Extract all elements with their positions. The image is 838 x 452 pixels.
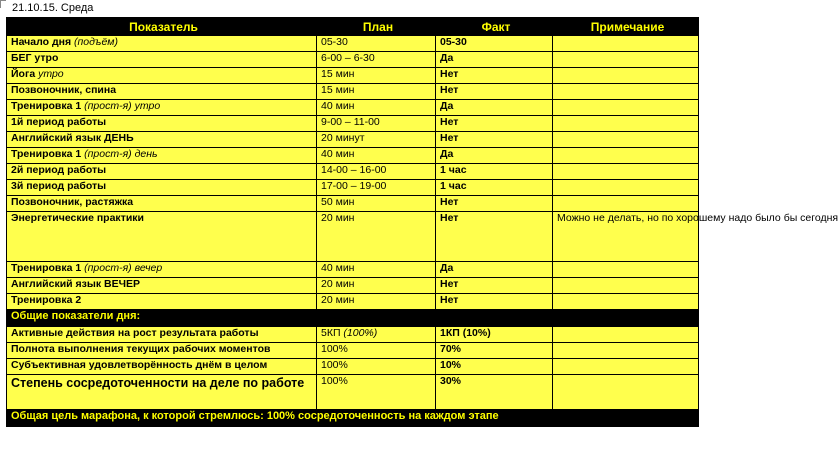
summary-plan: 5КП (100%) <box>317 327 436 343</box>
table-row <box>7 278 699 294</box>
summary-note <box>553 359 699 375</box>
row-indicator: 1й период работы <box>7 116 317 132</box>
table-row <box>7 100 699 116</box>
summary-row <box>7 375 699 410</box>
summary-note <box>553 327 699 343</box>
table-row <box>7 68 699 84</box>
table-row <box>7 212 699 262</box>
row-note <box>553 52 699 68</box>
row-indicator: Английский язык ВЕЧЕР <box>7 278 317 294</box>
row-fact: Нет <box>436 116 553 132</box>
row-fact: Нет <box>436 196 553 212</box>
header-fact: Факт <box>436 18 553 36</box>
row-fact: Да <box>436 100 553 116</box>
row-fact: Нет <box>436 212 553 262</box>
row-note <box>553 278 699 294</box>
row-note <box>553 164 699 180</box>
row-fact: Нет <box>436 294 553 310</box>
row-plan: 50 мин <box>317 196 436 212</box>
section-label: Общие показатели дня: <box>7 310 699 327</box>
row-note <box>553 180 699 196</box>
summary-note <box>553 375 699 410</box>
table-row <box>7 148 699 164</box>
table-row <box>7 262 699 278</box>
row-fact: 1 час <box>436 180 553 196</box>
row-indicator: Тренировка 1 (прост-я) вечер <box>7 262 317 278</box>
table-row <box>7 294 699 310</box>
table-row <box>7 52 699 68</box>
row-note <box>553 36 699 52</box>
row-indicator: Энергетические практики <box>7 212 317 262</box>
row-plan: 40 мин <box>317 100 436 116</box>
table-row <box>7 84 699 100</box>
document-corner-mark <box>0 0 6 8</box>
row-plan: 14-00 – 16-00 <box>317 164 436 180</box>
row-fact: Нет <box>436 278 553 294</box>
footer-row <box>7 410 699 427</box>
row-plan: 05-30 <box>317 36 436 52</box>
summary-fact: 1КП (10%) <box>436 327 553 343</box>
row-indicator: Тренировка 1 (прост-я) утро <box>7 100 317 116</box>
row-plan: 20 мин <box>317 294 436 310</box>
row-indicator: 2й период работы <box>7 164 317 180</box>
summary-note <box>553 343 699 359</box>
section-header-row <box>7 310 699 327</box>
table-row <box>7 180 699 196</box>
summary-row <box>7 327 699 343</box>
table-header-row <box>7 18 699 36</box>
row-indicator: Позвоночник, растяжка <box>7 196 317 212</box>
row-indicator: 3й период работы <box>7 180 317 196</box>
row-fact: Да <box>436 52 553 68</box>
summary-plan: 100% <box>317 343 436 359</box>
header-indicator: Показатель <box>7 18 317 36</box>
summary-plan: 100% <box>317 375 436 410</box>
row-plan: 20 минут <box>317 132 436 148</box>
row-plan: 40 мин <box>317 148 436 164</box>
table-body <box>7 36 838 427</box>
row-fact: Нет <box>436 68 553 84</box>
row-plan: 9-00 – 11-00 <box>317 116 436 132</box>
summary-row <box>7 343 699 359</box>
summary-plan: 100% <box>317 359 436 375</box>
row-note: Можно не делать, но по хорошему надо было бы сегодня <box>553 212 699 262</box>
row-indicator: Йога утро <box>7 68 317 84</box>
header-note: Примечание <box>553 18 699 36</box>
summary-row <box>7 359 699 375</box>
row-indicator: Тренировка 2 <box>7 294 317 310</box>
table-row <box>7 36 699 52</box>
row-indicator: Начало дня (подъём) <box>7 36 317 52</box>
row-fact: 1 час <box>436 164 553 180</box>
row-fact: Да <box>436 262 553 278</box>
header-plan: План <box>317 18 436 36</box>
row-fact: Нет <box>436 132 553 148</box>
row-plan: 17-00 – 19-00 <box>317 180 436 196</box>
row-plan: 6-00 – 6-30 <box>317 52 436 68</box>
row-plan: 20 мин <box>317 278 436 294</box>
summary-indicator: Субъективная удовлетворённость днём в целом <box>7 359 317 375</box>
row-note <box>553 84 699 100</box>
summary-indicator: Степень сосредоточенности на деле по работе <box>7 375 317 410</box>
row-note <box>553 196 699 212</box>
table-row <box>7 164 699 180</box>
row-note <box>553 116 699 132</box>
table-row <box>7 132 699 148</box>
row-plan: 15 мин <box>317 84 436 100</box>
table-row <box>7 116 699 132</box>
row-fact: Да <box>436 148 553 164</box>
row-note <box>553 68 699 84</box>
row-plan: 20 мин <box>317 212 436 262</box>
row-note <box>553 294 699 310</box>
row-note <box>553 132 699 148</box>
document-title: 21.10.15. Среда <box>12 2 94 14</box>
row-note <box>553 148 699 164</box>
daily-plan-table <box>6 17 838 427</box>
row-fact: 05-30 <box>436 36 553 52</box>
row-indicator: Тренировка 1 (прост-я) день <box>7 148 317 164</box>
summary-fact: 30% <box>436 375 553 410</box>
summary-indicator: Полнота выполнения текущих рабочих моментов <box>7 343 317 359</box>
row-fact: Нет <box>436 84 553 100</box>
row-plan: 40 мин <box>317 262 436 278</box>
row-indicator: БЕГ утро <box>7 52 317 68</box>
row-note <box>553 100 699 116</box>
summary-indicator: Активные действия на рост результата работы <box>7 327 317 343</box>
row-indicator: Английский язык ДЕНЬ <box>7 132 317 148</box>
row-note <box>553 262 699 278</box>
summary-fact: 10% <box>436 359 553 375</box>
row-plan: 15 мин <box>317 68 436 84</box>
footer-goal: Общая цель марафона, к которой стремлюсь: 100% сосредоточенность на каждом этапе <box>7 410 699 427</box>
row-indicator: Позвоночник, спина <box>7 84 317 100</box>
summary-fact: 70% <box>436 343 553 359</box>
table-row <box>7 196 699 212</box>
